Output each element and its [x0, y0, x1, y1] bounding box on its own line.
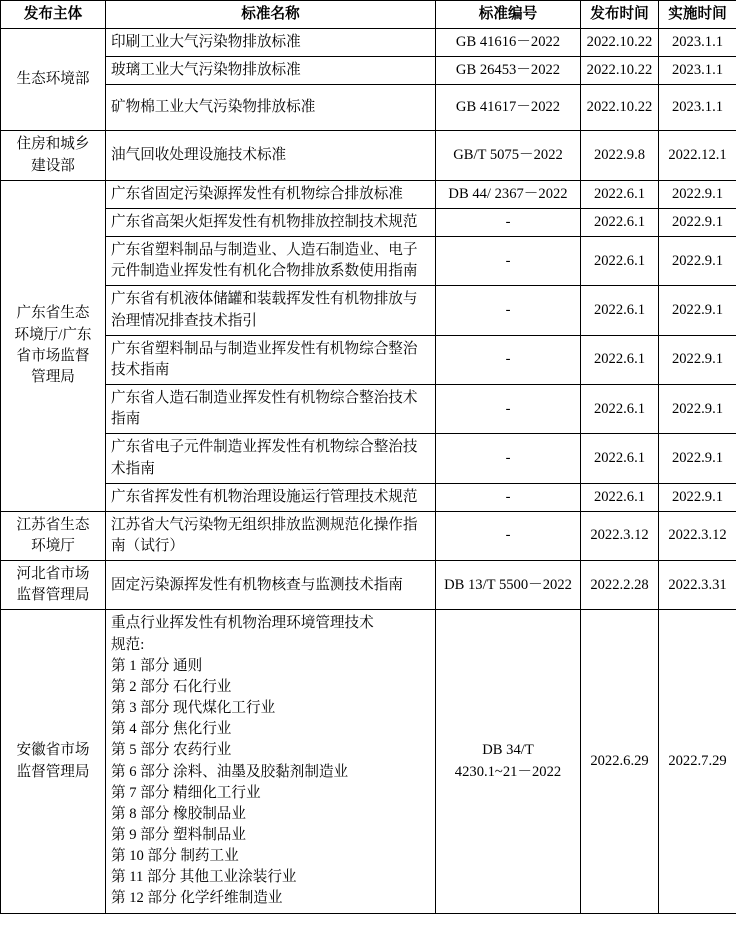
- table-row: [1, 335, 736, 384]
- column-header-standard-code: 标准编号: [436, 1, 581, 29]
- standard-name-line: 第 1 部分 通则: [111, 657, 203, 674]
- standard-name-cell: 油气回收处理设施技术标准: [106, 131, 436, 180]
- standard-name-line: 第 8 部分 橡胶制品业: [111, 805, 246, 822]
- agency-line: 管理局: [31, 368, 75, 385]
- standard-code-cell: -: [436, 511, 581, 560]
- standard-code-cell: -: [436, 237, 581, 286]
- table-row: [1, 57, 736, 85]
- standard-code-cell: DB 13/T 5500－2022: [436, 561, 581, 610]
- agency-line: 住房和城乡: [16, 136, 90, 153]
- issue-date-cell: 2022.3.12: [581, 511, 659, 560]
- standard-name-line: 第 9 部分 塑料制品业: [111, 827, 246, 843]
- standard-code-cell: -: [436, 208, 581, 236]
- column-header-effective-date: 实施时间: [659, 1, 736, 29]
- table-row: [1, 610, 736, 913]
- agency-cell: [1, 180, 106, 511]
- agency-line: 监督管理局: [16, 587, 90, 604]
- effective-date-cell: 2022.12.1: [659, 131, 736, 180]
- standard-name-cell: 广东省电子元件制造业挥发性有机物综合整治技术指南: [106, 434, 436, 483]
- standard-name-line: 第 7 部分 精细化工行业: [111, 784, 261, 801]
- table-row: [1, 131, 736, 180]
- standard-name-cell: 广东省人造石制造业挥发性有机物综合整治技术指南: [106, 385, 436, 434]
- effective-date-cell: 2022.9.1: [659, 208, 736, 236]
- standard-name-cell: 广东省塑料制品与制造业、人造石制造业、电子元件制造业挥发性有机化合物排放系数使用指南: [106, 237, 436, 286]
- standard-code-line: DB 34/T: [482, 742, 534, 759]
- table-row: [1, 511, 736, 560]
- effective-date-cell: 2023.1.1: [659, 85, 736, 131]
- issue-date-cell: 2022.6.1: [581, 286, 659, 335]
- table-row: [1, 434, 736, 483]
- issue-date-cell: 2022.6.1: [581, 208, 659, 236]
- table-row: [1, 286, 736, 335]
- standard-code-cell: -: [436, 434, 581, 483]
- table-row: [1, 483, 736, 511]
- agency-cell: [1, 561, 106, 610]
- issue-date-cell: 2022.6.1: [581, 335, 659, 384]
- standard-code-cell: -: [436, 335, 581, 384]
- standard-name-line: 第 2 部分 石化行业: [111, 678, 232, 695]
- standard-name-line: 第 5 部分 农药行业: [111, 742, 232, 759]
- standard-code-cell: GB 41616－2022: [436, 29, 581, 57]
- standard-code-cell: -: [436, 483, 581, 511]
- issue-date-cell: 2022.6.1: [581, 180, 659, 208]
- effective-date-cell: 2022.9.1: [659, 385, 736, 434]
- issue-date-cell: 2022.6.29: [581, 610, 659, 913]
- agency-line: 建设部: [31, 157, 75, 174]
- agency-cell: [1, 511, 106, 560]
- standard-code-line: 4230.1~21－2022: [454, 763, 562, 780]
- issue-date-cell: 2022.10.22: [581, 29, 659, 57]
- effective-date-cell: 2022.7.29: [659, 610, 736, 913]
- effective-date-cell: 2022.3.12: [659, 511, 736, 560]
- standard-name-cell: 矿物棉工业大气污染物排放标准: [106, 85, 436, 131]
- effective-date-cell: 2022.9.1: [659, 286, 736, 335]
- standard-name-cell: 广东省高架火炬挥发性有机物排放控制技术规范: [106, 208, 436, 236]
- standard-code-cell: -: [436, 286, 581, 335]
- issue-date-cell: 2022.6.1: [581, 237, 659, 286]
- standard-name-line: 第 11 部分 其他工业涂装行业: [111, 869, 297, 886]
- standard-name-cell: 广东省有机液体储罐和装载挥发性有机物排放与治理情况排查技术指引: [106, 286, 436, 335]
- standard-name-line: 第 10 部分 制药工业: [111, 848, 239, 865]
- agency-line: 河北省市场: [16, 566, 90, 583]
- agency-line: 环境厅/广东: [14, 326, 92, 343]
- effective-date-cell: 2022.3.31: [659, 561, 736, 610]
- issue-date-cell: 2022.6.1: [581, 434, 659, 483]
- standard-name-cell: 印刷工业大气污染物排放标准: [106, 29, 436, 57]
- standard-name-cell: [106, 610, 436, 913]
- issue-date-cell: 2022.10.22: [581, 57, 659, 85]
- effective-date-cell: 2022.9.1: [659, 483, 736, 511]
- standard-code-cell: GB 26453－2022: [436, 57, 581, 85]
- standard-name-cell: 广东省固定污染源挥发性有机物综合排放标准: [106, 180, 436, 208]
- table-header-row: [1, 1, 736, 29]
- standard-name-line: 规范:: [111, 636, 145, 653]
- column-header-standard-name: 标准名称: [106, 1, 436, 29]
- standard-name-line: 重点行业挥发性有机物治理环境管理技术: [111, 615, 374, 632]
- column-header-agency: 发布主体: [1, 1, 106, 29]
- effective-date-cell: 2022.9.1: [659, 237, 736, 286]
- agency-line: 广东省生态: [16, 305, 90, 322]
- standard-name-line: 第 12 部分 化学纤维制造业: [111, 890, 283, 907]
- standard-code-cell: GB/T 5075－2022: [436, 131, 581, 180]
- standard-name-cell: 江苏省大气污染物无组织排放监测规范化操作指南（试行）: [106, 511, 436, 560]
- standard-code-cell: GB 41617－2022: [436, 85, 581, 131]
- effective-date-cell: 2023.1.1: [659, 29, 736, 57]
- agency-line: 省市场监督: [16, 347, 90, 364]
- standard-name-line: 第 4 部分 焦化行业: [111, 721, 232, 738]
- column-header-issue-date: 发布时间: [581, 1, 659, 29]
- issue-date-cell: 2022.6.1: [581, 385, 659, 434]
- standard-name-cell: 广东省挥发性有机物治理设施运行管理技术规范: [106, 483, 436, 511]
- standard-code-cell: -: [436, 385, 581, 434]
- table-row: [1, 208, 736, 236]
- standard-name-line: 第 3 部分 现代煤化工行业: [111, 700, 276, 717]
- agency-line: 安徽省市场: [16, 742, 90, 759]
- effective-date-cell: 2022.9.1: [659, 335, 736, 384]
- table-row: [1, 85, 736, 131]
- agency-line: 环境厅: [31, 537, 75, 554]
- issue-date-cell: 2022.6.1: [581, 483, 659, 511]
- effective-date-cell: 2022.9.1: [659, 180, 736, 208]
- issue-date-cell: 2022.2.28: [581, 561, 659, 610]
- standard-name-line: 第 6 部分 涂料、油墨及胶黏剂制造业: [111, 763, 349, 780]
- agency-cell: [1, 610, 106, 913]
- agency-line: 监督管理局: [16, 763, 90, 780]
- issue-date-cell: 2022.9.8: [581, 131, 659, 180]
- agency-cell: 生态环境部: [1, 29, 106, 131]
- table-row: [1, 385, 736, 434]
- standard-name-cell: 广东省塑料制品与制造业挥发性有机物综合整治技术指南: [106, 335, 436, 384]
- agency-line: 江苏省生态: [16, 516, 90, 533]
- table-row: [1, 180, 736, 208]
- table-row: [1, 237, 736, 286]
- standard-name-cell: 玻璃工业大气污染物排放标准: [106, 57, 436, 85]
- effective-date-cell: 2022.9.1: [659, 434, 736, 483]
- table-row: [1, 29, 736, 57]
- issue-date-cell: 2022.10.22: [581, 85, 659, 131]
- table-row: [1, 561, 736, 610]
- effective-date-cell: 2023.1.1: [659, 57, 736, 85]
- standard-code-cell: [436, 610, 581, 913]
- standard-name-cell: 固定污染源挥发性有机物核查与监测技术指南: [106, 561, 436, 610]
- agency-cell: [1, 131, 106, 180]
- standard-code-cell: DB 44/ 2367－2022: [436, 180, 581, 208]
